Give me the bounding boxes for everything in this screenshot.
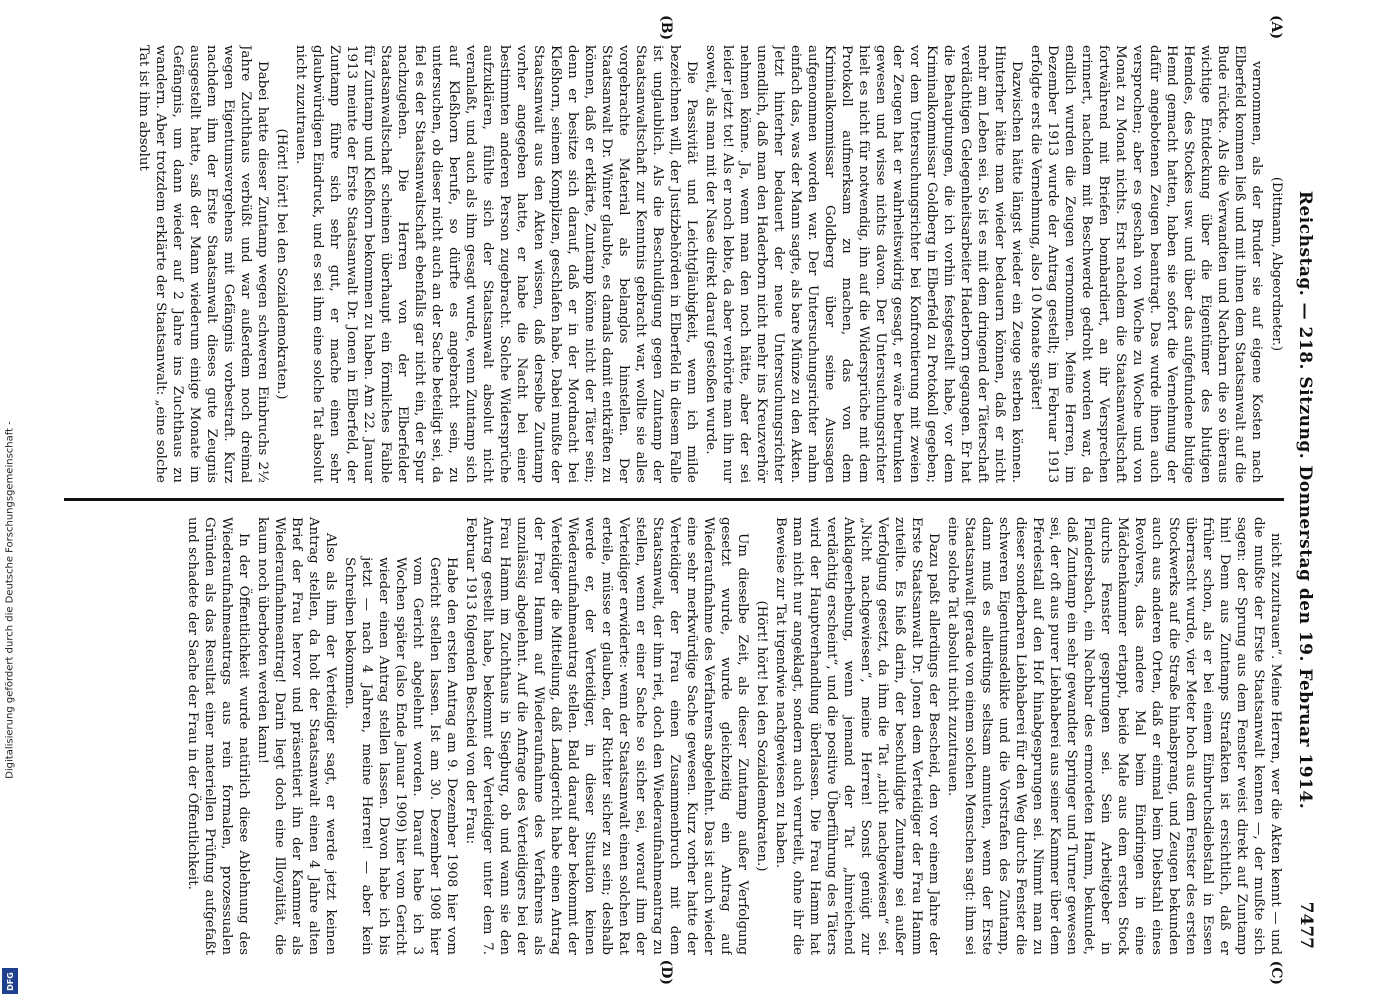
right-paragraphs-end [184, 517, 339, 955]
margin-marker-c: (C) [1268, 960, 1284, 985]
paragraph: Dazwischen hätte längst wieder ein Zeuge sterben können. Hinterher hätte man wieder bedauern können, daß er nicht mehr am Leben sei. So ist es mit dem dringend der Täterschaft verdächtigen Gelegenheitsarbeiter Haderborn gegangen. Er hat die Behauptungen, die ich vorhin festgestellt habe, vor dem Kriminalkommissar Goldberg in Elberfeld zu Protokoll gegeben; vor dem Untersuchungsrichter bei Konfrontierung mit zweien der Zeugen hat er wahrheitswidrig gesagt, er wäre betrunken gewesen und wisse nichts davon. Der Untersuchungsrichter hielt es nicht für notwendig, ihn auf die Widersprüche mit dem Protokoll aufmerksam zu machen, das von dem Kriminalkommissar Goldberg über seine Aussagen aufgenommen worden war. Der Untersuchungsrichter nahm einfach das, was der Mann sagte, als bare Münze zu den Akten. Jetzt hinterher bedauert der neue Untersuchungsrichter unendlich, daß man den Haderborn nicht mehr ins Kreuzverhör nehmen könne. Ja, wenn man den noch hätte, aber der sei leider jetzt tot! Als er noch lebte, da aber verhörte man ihn nur soweit, als man mit der Nase direkt darauf gestoßen wurde. [703, 45, 1024, 483]
paragraph: Dazu paßt allerdings der Bescheid, den vor einem Jahre der Erste Staatsanwalt Dr. Jonen dem Verteidiger der Frau Hamm zuteilte. Es hieß darin, der beschuldigte Zuntamp sei außer Verfolgung gesetzt, da ihm die Tat „nicht nachgewiesen“ sei. „Nicht nachgewiesen“, meine Herren! Sonst genügt zur Anklageerhebung, wenn jemand der Tat „hinreichend verdächtig erscheint“, und die positive Überführung des Täters wird der Hauptverhandlung überlassen. Die Frau Hamm hat man nicht nur angeklagt, sondern auch verurteilt, ohne ihr die Beweise zur Tat irgendwie nachgewiesen zu haben. [773, 517, 941, 955]
margin-marker-b: (B) [658, 15, 674, 41]
running-head: Reichstag. — 218. Sitzung. Donnerstag den 19. Februar 1914. [1295, 190, 1315, 810]
paragraph: vernommen, als der Bruder sie auf eigene Kosten nach Elberfeld kommen ließ und mit ihnen dem Staatsanwalt auf die Bude rückte. Als die Verwandten und Nachbarn die so überaus wichtige Entdeckung über die Eigentümer des blutigen Hemdes, des Stockes usw. und über das aufgefundene blutige Hemd gemacht hatten, haben sie sofort die Vernehmung der dafür angebotenen Zeugen beantragt. Das wurde ihnen auch versprochen; aber es geschah von Woche zu Woche und von Monat zu Monat nichts. Erst nachdem die Staatsanwaltschaft fortwährend mit Briefen bombardiert, an ihr Versprechen erinnert, nachdem mit Beschwerde gedroht worden war, da endlich wurden die Zeugen vernommen. Meine Herren, im Dezember 1913 wurde der Antrag gestellt; im Februar 1913 erfolgte erst die Vernehmung, also 10 Monate später! [1028, 45, 1264, 483]
right-paragraphs-after [462, 517, 751, 955]
quoted-letter [341, 517, 460, 955]
speaker-line: (Dittmann, Abgeordneter.) [1269, 176, 1284, 352]
page-number: 7477 [1296, 901, 1316, 949]
right-paragraphs [772, 517, 1284, 955]
margin-marker-d: (D) [658, 959, 674, 985]
scanned-page [60, 15, 1320, 985]
text-columns [64, 15, 1284, 985]
credit-text: Digitalisierung gefördert durch die Deutsche Forschungsgemeinschaft - [4, 421, 16, 779]
interjection: (Hört! hört! bei den Sozialdemokraten.) [274, 128, 289, 400]
paragraph: Die Passivität und Leichtgläubigkeit, wenn ich milde bezeichnen will, der Justizbehörden in Elberfeld in diesem Falle ist unglaublich. Als die Beschuldigung gegen Zuntamp der Staatsanwaltschaft zur Kenntnis gebracht war, wollte sie alles vorgebrachte Material als belanglos hinstellen. Der Staatsanwalt Dr. Winter glaubte, es damals damit entkräften zu können, daß er erklärte, Zuntamp könne nicht der Täter sein; denn er besitze sich darauf, daß er in der Mordnacht bei Kleßhorn, seinem Komplizen, geschlafen habe. Dabei mußte der Staatsanwalt aus den Akten wissen, daß derselbe Zuntamp vorher angegeben hatte, er habe die Nacht bei einer bestimmten anderen Person zugebracht. Solche Widersprüche aufzuklären, fühlte sich der Staatsanwalt absolut nicht veranlaßt, und auch als ihm gesagt wurde, wenn Zuntamp sich auf Kleßhorn berufe, so dürfte es angebracht sein, zu untersuchen, ob dieser nicht auch an der Sache beteiligt sei, da fiel es der Staatsanwaltschaft ebenfalls gar nicht ein, der Spur nachzugehen. Die Herren von der Elberfelder Staatsanwaltschaft scheinen überhaupt ein förmliches Faible für Zuntamp und Kleßhorn bekommen zu haben. Am 22. Januar 1913 meinte der Erste Staatsanwalt Dr. Jonen in Elberfeld, der Zuntamp führe sich sehr gut, er mache einen sehr glaubwürdigen Eindruck, und es sei ihm eine solche Tat absolut nicht zuzutrauen. [293, 45, 699, 483]
paragraph: Dabei hatte dieser Zuntamp wegen schweren Einbruchs 2½ Jahre Zuchthaus verbüßt und war außerdem noch dreimal wegen Eigentumsvergehens mit Gefängnis vorbestraft. Kurz nachdem ihm der Erste Staatsanwalt dieses gute Zeugnis ausgestellt hatte, saß der Mann wiederum einige Monate im Gefängnis, um dann wieder auf 2 Jahre ins Zuchthaus zu wandern. Aber trotzdem erklärte der Staatsanwalt: „eine solche Tat ist ihm absolut [136, 45, 270, 483]
margin-marker-a: (A) [1268, 15, 1284, 40]
dfg-logo: DFG [2, 968, 18, 994]
paragraph: Habe den ersten Antrag am 9. Dezember 1908 hier vom Gericht stellen lassen. Ist am 30. Dezember 1908 hier vom Gericht abgelehnt worden. Darauf habe ich 3 Wochen später (also Ende Januar 1909) hier vom Gericht wieder einen Antrag stellen lassen. Davon habe ich bis jetzt — nach 4 Jahren, meine Herren! — aber kein Schreiben bekommen. [342, 557, 459, 955]
paragraph: Also als ihm der Verteidiger sagt, er werde jetzt keinen Antrag stellen, da holt der Staatsanwalt einen 4 Jahre alten Brief der Frau hervor und präsentiert ihn der Kammer als Wiederaufnahmeantrag! Darin liegt doch eine Illoyalität, die kaum noch überboten werden kann! [255, 517, 338, 955]
right-column [64, 517, 1284, 955]
interjection: (Hört! hört! bei den Sozialdemokraten.) [754, 600, 769, 872]
left-paragraphs [292, 45, 1265, 483]
paragraph: In der Öffentlichkeit wurde natürlich diese Ablehnung des Wiederaufnahmeantrags aus rein formalen, prozessualen Gründen als das Resultat einer materiellen Prüfung aufgefaßt und schadete der Sache der Frau in der Öffentlichkeit. [185, 517, 251, 955]
paragraph: nicht zuzutrauen“. Meine Herren, wer die Akten kennt — und die mußte der Erste Staatsanwalt kennen —, der mußte sich sagen: der Sprung aus dem Fenster weist direkt auf Zuntamp hin! Denn aus Zuntamps Strafakten ist ersichtlich, daß er früher schon, als er bei einem Einbruchsdiebstahl in Essen überrascht wurde, vier Meter hoch aus dem Fenster des ersten Stockwerks auf die Straße hinabsprang, und Zeugen bekunden auch aus anderen Orten, daß er einmal beim Diebstahl eines Revolvers, das andere Mal beim Eindringen in eine Mädchenkammer ertappt, beide Male aus dem ersten Stock durchs Fenster gesprungen sei. Sein Arbeitgeber in Flandersbach, ein Nachbar des ermordeten Hamm, bekundet, daß Zuntamp ein sehr gewandter Springer und Turner gewesen sei, der oft aus purer Liebhaberei aus seiner Kammer über dem Pferdestall auf den Hof hinabgesprungen sei. Nimmt man zu dieser sonderbaren Liebhaberei für den Weg durchs Fenster die schweren Eigentumsdelikte und die Vorstrafen des Zuntamp, dann muß es allerdings seltsam anmuten, wenn der Erste Staatsanwalt gerade von einem solchen Menschen sagt: ihm sei eine solche Tat absolut nicht zuzutrauen. [945, 517, 1283, 955]
paragraph: Um dieselbe Zeit, als dieser Zuntamp außer Verfolgung gesetzt wurde, wurde gleichzeitig ein Antrag auf Wiederaufnahme des Verfahrens abgelehnt. Das ist auch wieder eine sehr merkwürdige Sache gewesen. Kurz vorher hatte der Verteidiger der Frau einen Zusammenbruch mit dem Staatsanwalt, der ihm riet, doch den Wiederaufnahmeantrag zu stellen, wenn er einer Sache so sicher sei, worauf ihm der Verteidiger erwiderte: wenn der Staatsanwalt einen solchen Rat erteile, müsse er glauben, der Richter sicher zu sein; deshalb werde er, der Verteidiger, in dieser Situation keinen Wiederaufnahmeantrag stellen. Bald darauf aber bekommt der Verteidiger die Mitteilung, daß Landgericht habe einen Antrag der Frau Hamm auf Wiederaufnahme des Verfahrens als unzulässig abgelehnt. Auf die Anfrage des Verteidigers bei der Frau Hamm im Zuchthaus in Siegburg, ob und wann sie den Antrag gestellt habe, bekommt der Verteidiger unter dem 7. Februar 1913 folgenden Bescheid von der Frau: [463, 517, 750, 955]
page-content [60, 15, 1320, 985]
left-column [64, 45, 1284, 483]
left-paragraphs-after [135, 45, 271, 483]
column-rule [64, 498, 1284, 501]
digitization-credit [0, 0, 20, 1000]
